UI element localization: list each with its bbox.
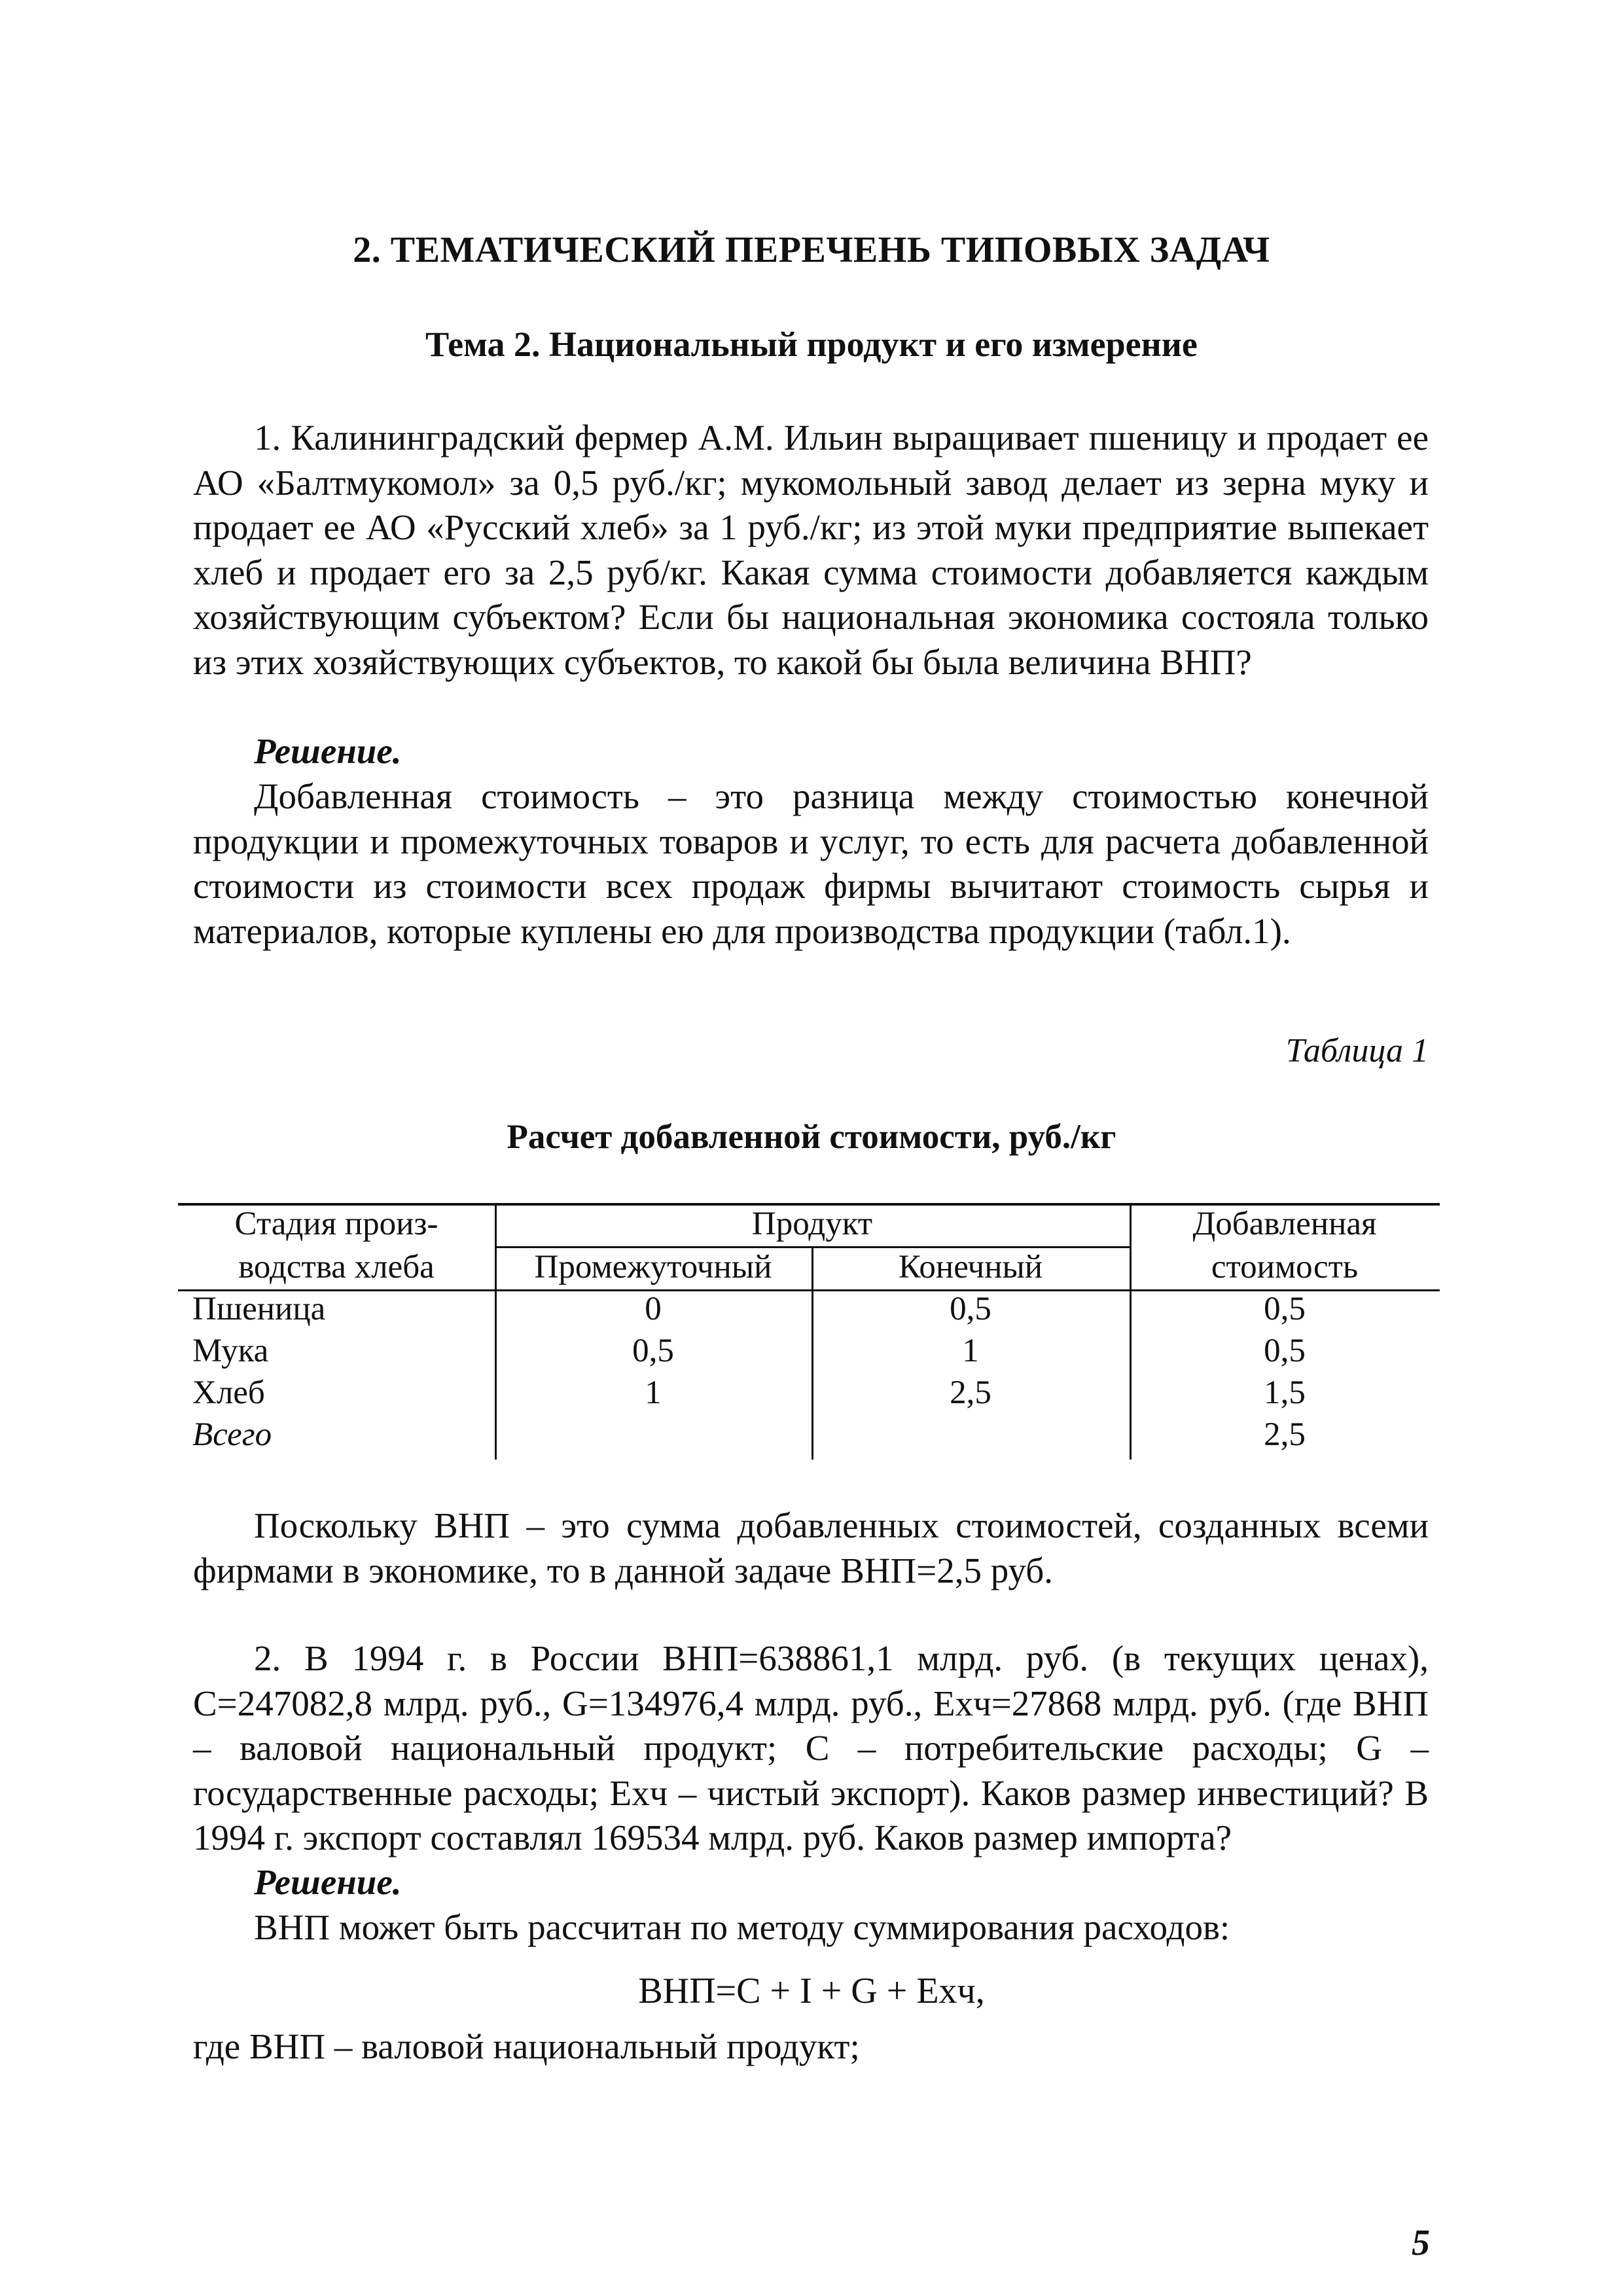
header-product: Продукт bbox=[751, 1206, 873, 1242]
task2-text: 2. В 1994 г. в России ВНП=638861,1 млрд. руб. (в текущих ценах), С=247082,8 млрд. руб., G=134976,4 млрд. руб., Exч=27868 млрд. руб. (где ВНП – валовой национальный продукт; С – потребительские расходы; G – государственные расходы; Exч – чистый экспорт). Каков размер инвестиций? В 1994 г. экспорт составлял 169534 млрд. руб. Каков размер импорта? bbox=[193, 1638, 1429, 1857]
table-cell-added: 0,5 bbox=[1264, 1333, 1306, 1369]
table-caption: Таблица 1 bbox=[1285, 1032, 1429, 1069]
task1-solution-label: Решение. bbox=[254, 731, 402, 771]
task2-solution-label: Решение. bbox=[254, 1862, 402, 1902]
task1-solution-text: Добавленная стоимость – это разница между стоимостью конечной продукции и промежуточных товаров и услуг, то есть для расчета добавленной стоимости из стоимости всех продаж фирмы вычитают стоимость сырья и материалов, которые куплены ею для производства продукции (табл.1). bbox=[193, 776, 1429, 951]
table-cell-final: 1 bbox=[962, 1333, 979, 1369]
table-cell-added: 0,5 bbox=[1264, 1291, 1306, 1327]
header-added-line1: Добавленная bbox=[1192, 1206, 1377, 1242]
task1-conclusion: Поскольку ВНП – это сумма добавленных стоимостей, созданных всеми фирмами в экономике, то в данной задаче ВНП=2,5 руб. bbox=[193, 1505, 1429, 1590]
header-added-line2: стоимость bbox=[1211, 1249, 1359, 1285]
table-cell-stage: Хлеб bbox=[192, 1374, 265, 1411]
header-final: Конечный bbox=[898, 1249, 1043, 1285]
header-stage-line2: водства хлеба bbox=[238, 1249, 435, 1285]
table-cell-intermediate: 0,5 bbox=[632, 1333, 674, 1369]
gnp-formula: ВНП=С + I + G + Exч, bbox=[638, 1971, 985, 2011]
added-value-table bbox=[178, 1203, 1440, 1460]
header-intermediate: Промежуточный bbox=[534, 1249, 772, 1285]
table-cell-final: 0,5 bbox=[950, 1291, 991, 1327]
table-cell-stage-total: Всего bbox=[192, 1416, 272, 1453]
header-stage-line1: Стадия произ- bbox=[234, 1206, 438, 1242]
table-title: Расчет добавленной стоимости, руб./кг bbox=[507, 1118, 1116, 1156]
page-number: 5 bbox=[1412, 2223, 1430, 2263]
task1-text: 1. Калининградский фермер А.М. Ильин выращивает пшеницу и продает ее АО «Балтмукомол» за 0,5 руб./кг; мукомольный завод делает из зерна муку и продает ее АО «Русский хлеб» за 1 руб./кг; из этой муки предприятие выпекает хлеб и продает его за 2,5 руб/кг. Какая сумма стоимости добавляется каждым хозяйствующим субъектом? Если бы национальная экономика состояла только из этих хозяйствующих субъектов, то какой бы была величина ВНП? bbox=[193, 418, 1429, 682]
table-cell-added-total: 2,5 bbox=[1264, 1416, 1306, 1453]
section-heading: 2. ТЕМАТИЧЕСКИЙ ПЕРЕЧЕНЬ ТИПОВЫХ ЗАДАЧ bbox=[353, 230, 1270, 270]
table-cell-intermediate: 1 bbox=[645, 1374, 662, 1411]
table-cell-stage: Пшеница bbox=[192, 1291, 326, 1327]
topic-heading: Тема 2. Национальный продукт и его измерение bbox=[425, 325, 1198, 364]
task2-where: где ВНП – валовой национальный продукт; bbox=[193, 2026, 860, 2066]
task2-method: ВНП может быть рассчитан по методу суммирования расходов: bbox=[254, 1907, 1230, 1947]
table-cell-final: 2,5 bbox=[950, 1374, 991, 1411]
table-cell-added: 1,5 bbox=[1264, 1374, 1306, 1411]
table-cell-intermediate: 0 bbox=[645, 1291, 662, 1327]
table-cell-stage: Мука bbox=[192, 1333, 269, 1369]
